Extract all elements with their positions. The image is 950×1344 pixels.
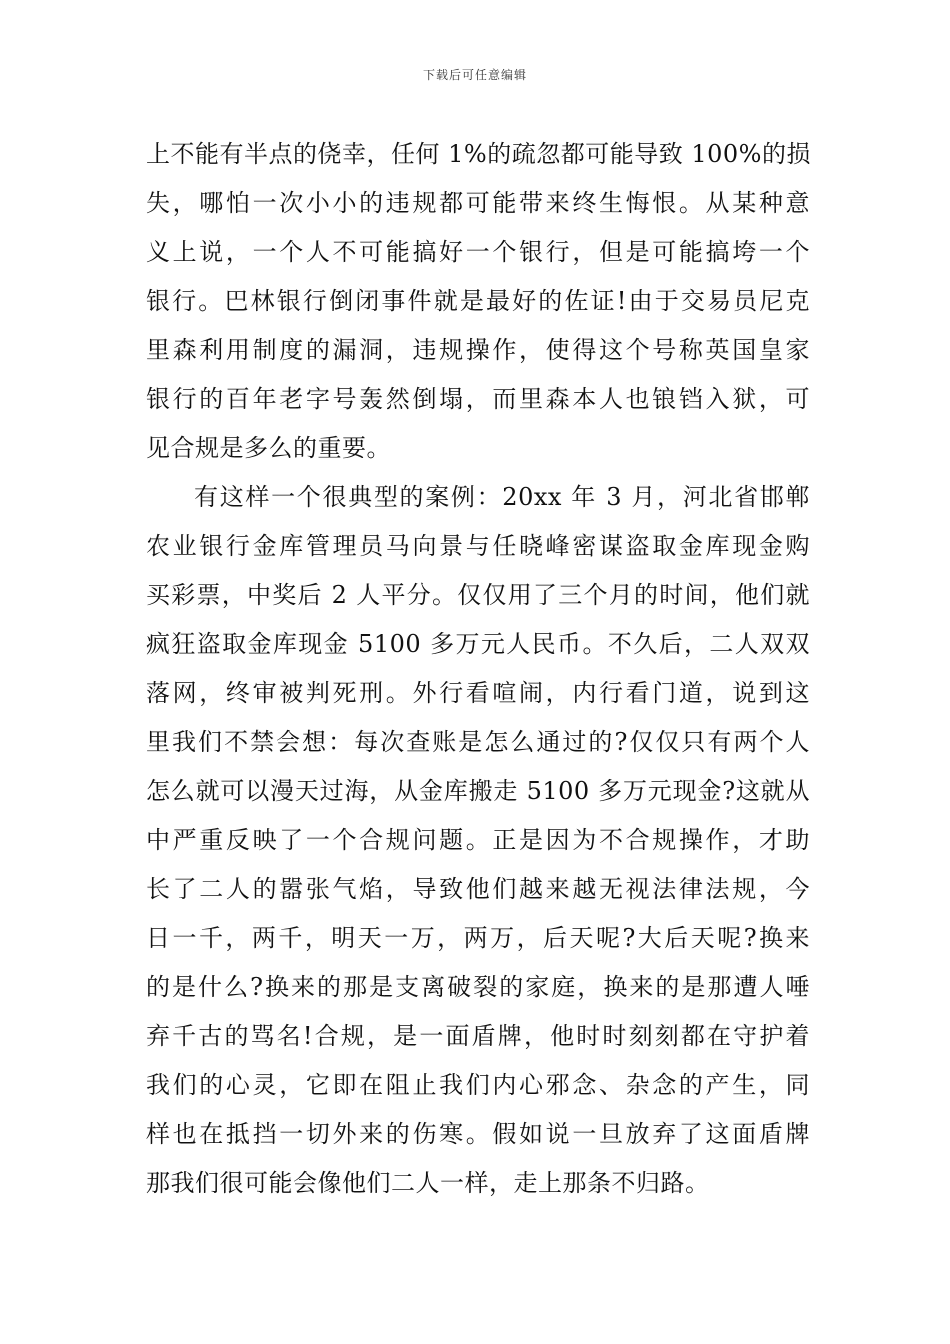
paragraph [146,473,810,1208]
text-line: 见合规是多么的重要。 [146,434,391,462]
text-line: 有这样一个很典型的案例：20xx 年 3 月，河北省邯郸 [194,483,810,511]
text-line: 怎么就可以漫天过海，从金库搬走 5100 多万元现金?这就从 [146,777,810,805]
text-line: 银行。巴林银行倒闭事件就是最好的佐证!由于交易员尼克 [146,287,810,315]
page-header: 下载后可任意编辑 [422,68,527,82]
text-line: 日一千，两千，明天一万，两万，后天呢?大后天呢?换来 [146,924,810,952]
text-line: 那我们很可能会像他们二人一样，走上那条不归路。 [146,1169,710,1197]
text-line: 我们的心灵，它即在阻止我们内心邪念、杂念的产生，同 [146,1071,810,1099]
document-body [146,130,810,1208]
paragraph [146,130,810,473]
text-line: 里森利用制度的漏洞，违规操作，使得这个号称英国皇家 [146,336,810,364]
text-line: 样也在抵挡一切外来的伤寒。假如说一旦放弃了这面盾牌 [146,1120,810,1148]
text-line: 买彩票，中奖后 2 人平分。仅仅用了三个月的时间，他们就 [146,581,810,609]
text-line: 农业银行金库管理员马向景与任晓峰密谋盗取金库现金购 [146,532,810,560]
text-line: 上不能有半点的侥幸，任何 1%的疏忽都可能导致 100%的损 [146,140,811,168]
text-line: 银行的百年老字号轰然倒塌，而里森本人也锒铛入狱，可 [146,385,810,413]
text-line: 落网，终审被判死刑。外行看喧闹，内行看门道，说到这 [146,679,810,707]
text-line: 的是什么?换来的那是支离破裂的家庭，换来的是那遭人唾 [146,973,810,1001]
text-line: 长了二人的嚣张气焰，导致他们越来越无视法律法规，今 [146,875,810,903]
text-line: 中严重反映了一个合规问题。正是因为不合规操作，才助 [146,826,810,854]
text-line: 义上说，一个人不可能搞好一个银行，但是可能搞垮一个 [146,238,810,266]
text-line: 疯狂盗取金库现金 5100 多万元人民币。不久后，二人双双 [146,630,810,658]
text-line: 弃千古的骂名!合规，是一面盾牌，他时时刻刻都在守护着 [146,1022,810,1050]
text-line: 里我们不禁会想：每次查账是怎么通过的?仅仅只有两个人 [146,728,810,756]
text-line: 失，哪怕一次小小的违规都可能带来终生悔恨。从某种意 [146,189,810,217]
